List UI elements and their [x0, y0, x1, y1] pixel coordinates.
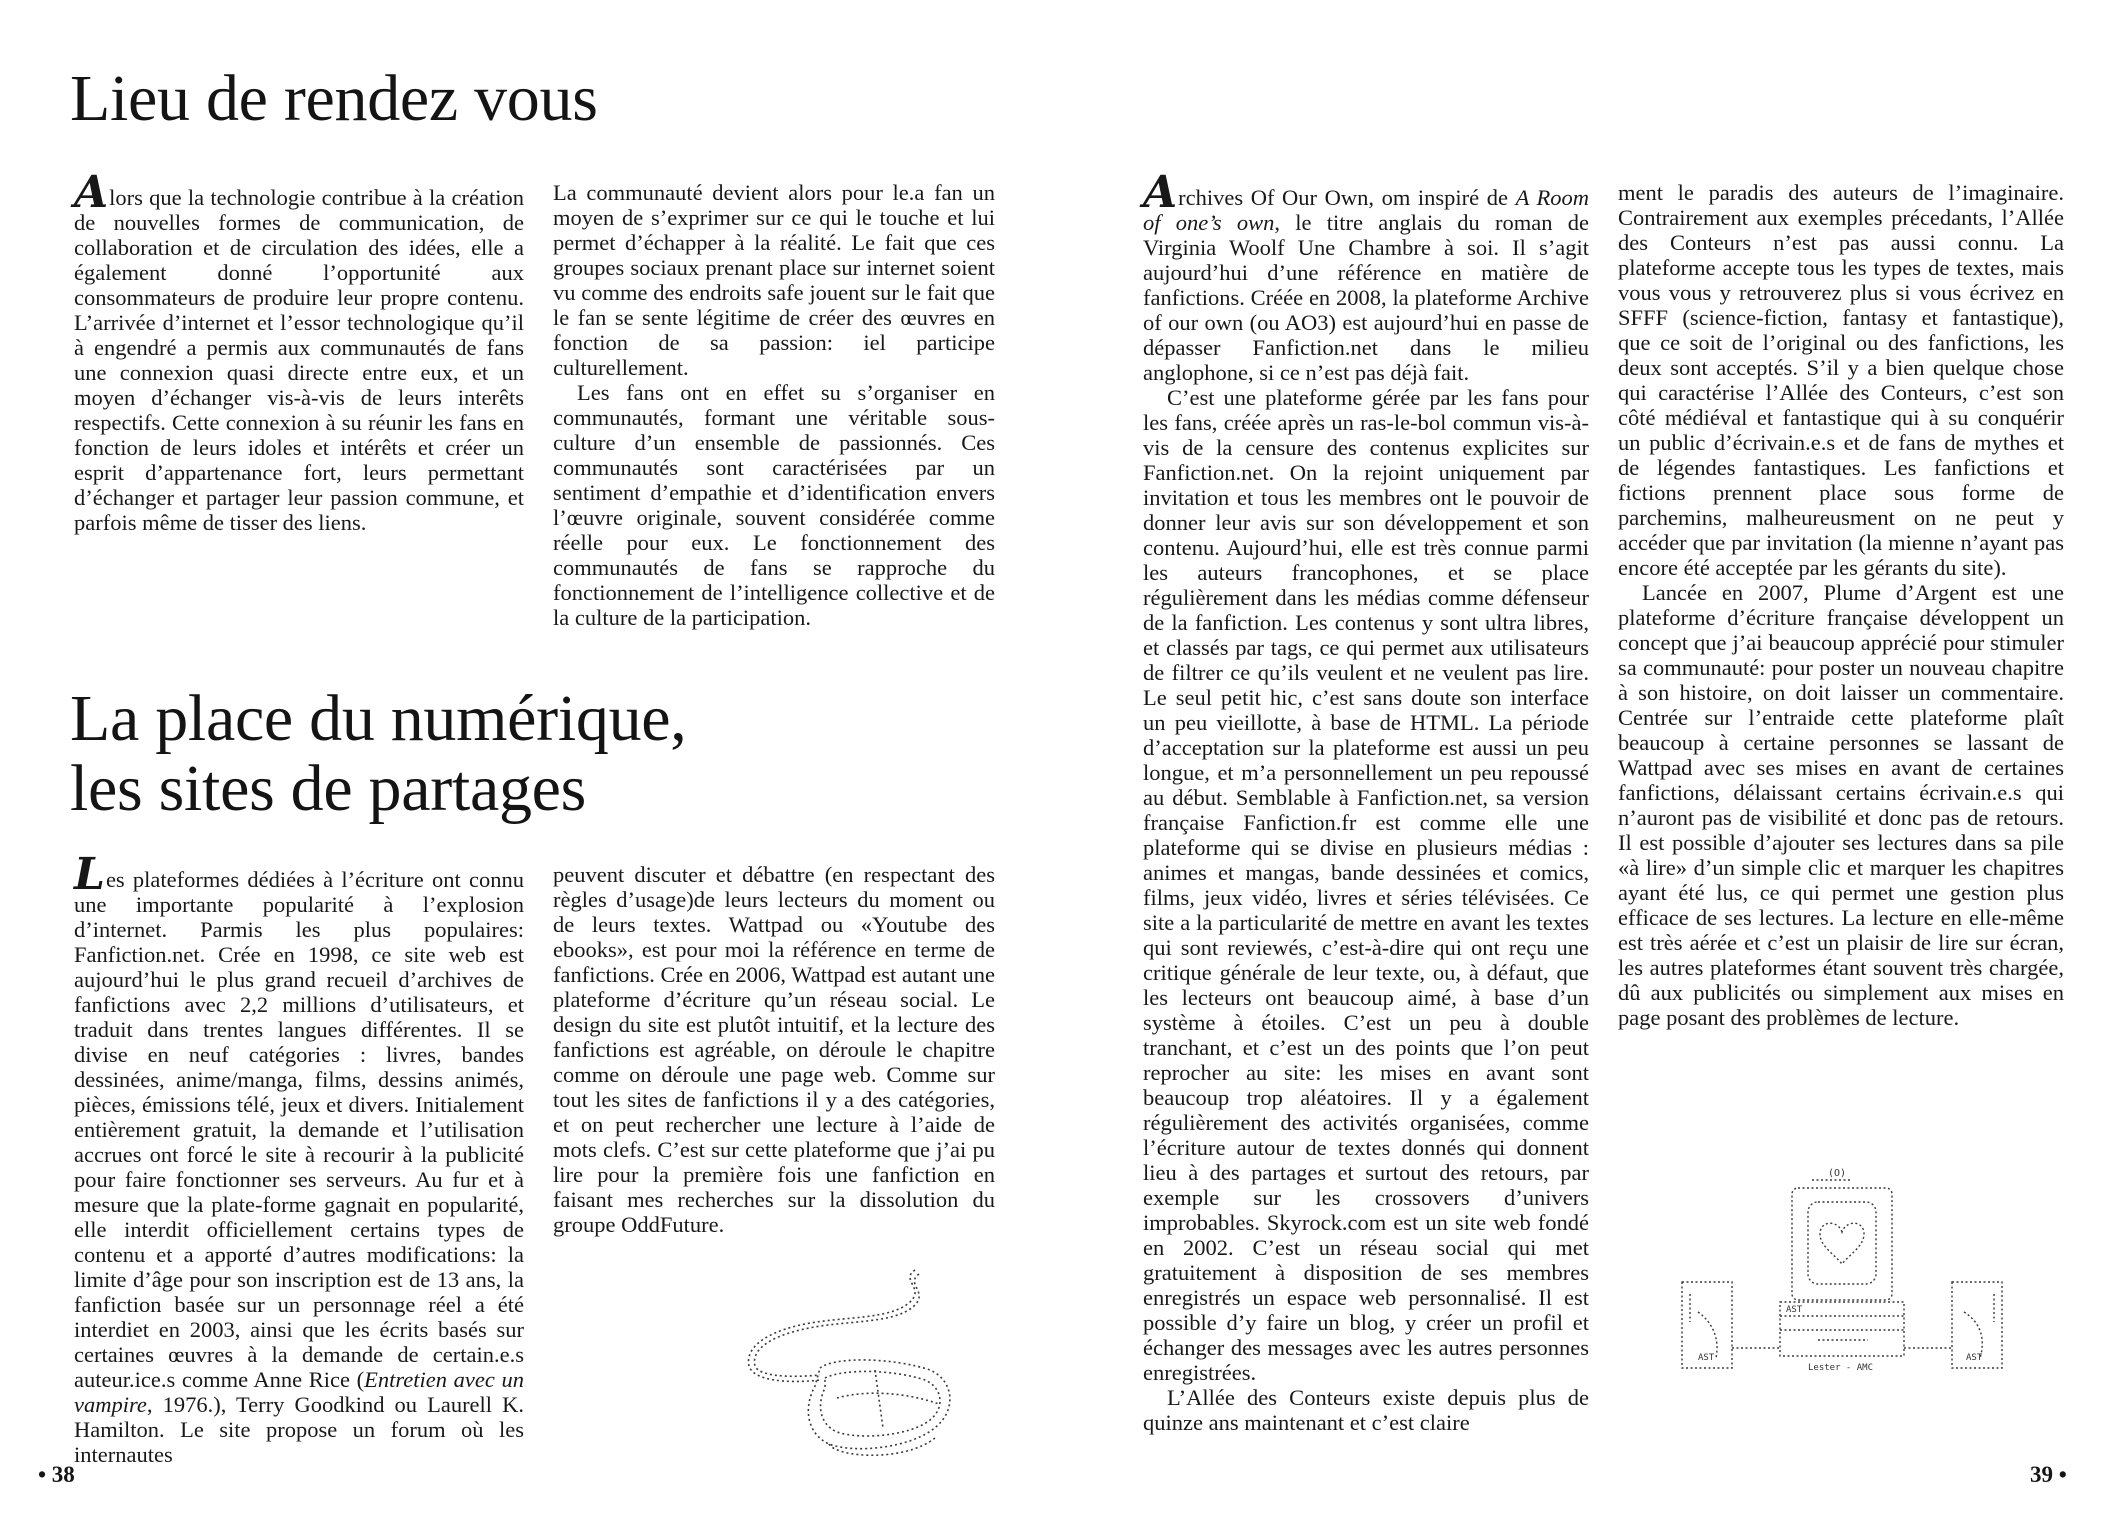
section1-column-1 [74, 167, 524, 535]
ast-label-right: AST [1966, 1353, 1983, 1363]
section2-column-2 [553, 862, 995, 1237]
book-title-italic: Entretien avec un vampire [74, 1367, 524, 1417]
right-col1-text-b: , le titre anglais du roman de Virginia Woolf Une Chambre à soi. Il s’agit aujourd’hui d’une référence en matière de fanfictions. Créée en 2008, la plateforme Archive of our own (ou AO3) est aujourd’hui en passe de dépasser Fanfiction.net dans le milieu anglophone, si ce n’est pas déjà fait. [1143, 210, 1590, 385]
page-number-right: 39 • [2030, 1462, 2067, 1487]
right-col1-paragraph-2: C’est une plateforme gérée par les fans pour les fans, créée après un ras-le-bol commun vis-à-vis de la censure des contenus explicites sur Fanfiction.net. On la rejoint uniquement par invitation et tous les membres ont le pouvoir de donner leur avis sur son développement et son contenu. Aujourd’hui, elle est très connue parmi les auteurs francophones, et se place régulièrement dans les médias comme défenseur de la fanfiction. Les contenus y sont ultra libres, et classés par tags, ce qui permet aux utilisateurs de filtrer ce qu’ils veulent et ne veulent pas lire. Le seul petit hic, c’est sans doute son interface un peu vieillotte, à base de HTML. La période d’acceptation sur la plateforme est aussi un peu longue, et m’a personnellement un peu repoussé au début. Semblable à Fanfiction.net, sa version française Fanfiction.fr est comme elle une plateforme qui se divise en plusieurs médias : animes et mangas, bande dessinées et comics, films, jeux vidéo, livres et séries télévisées. Ce site a la particularité de mettre en avant les textes qui sont reviewés, c’est-à-dire qui ont reçu une critique générale de leur texte, ou, à défaut, que les lecteurs ont beaucoup aimé, à base d’un système à étoiles. C’est un peu à double tranchant, et c’est un des points que l’on peut reprocher au site: les mises en avant sont beaucoup trop aléatoires. Il y a également régulièrement des activités organisées, comme l’écriture autour de textes donnés qui donnent lieu à des partages et surtout des retours, par exemple sur les crossovers d’univers improbables. Skyrock.com est un site web fondé en 2002. C’est un réseau social qui met gratuitement à disposition de ses membres enregistrés un espace web personnalisé. Il est possible d’y faire un blog, y créer un profil et échanger des messages avec les autres personnes enregistrées. [1143, 385, 1589, 1385]
right-column-2 [1618, 180, 2064, 1030]
right-col2-paragraph-2: Lancée en 2007, Plume d’Argent est une plateforme d’écriture française développent un concept que j’ai beaucoup apprécié pour stimuler sa communauté: pour poster un nouveau chapitre à son histoire, on doit laisser un commentaire. Centrée sur l’entraide cette plateforme plaît beaucoup à certaine personnes se lassant de Wattpad avec ses mises en avant de certaines fanfictions, délaissant certains écrivain.e.s qui n’auront pas de visibilité et donc pas de retours. Il est possible d’ajouter ses lectures dans sa pile «à lire» d’un simple clic et marquer les chapitres ayant été lus, ce qui permet une gestion plus efficace de ses lectures. La lecture en elle-même est très aérée et c’est un plaisir de lire sur écran, les autres plateformes étant souvent très chargée, dû aux publicités ou simplement aux mises en page posant des problèmes de lecture. [1618, 580, 2064, 1030]
section2-col1-text-b: , 1976.), Terry Goodkind ou Laurell K. Hamilton. Le site propose un forum où les internautes [74, 1392, 524, 1467]
heading2-line1: La place du numérique, [70, 682, 687, 755]
right-col2-paragraph-1: ment le paradis des auteurs de l’imaginaire. Contrairement aux exemples précedants, l’Allée des Conteurs n’est pas aussi connu. La plateforme accepte tous les types de textes, mais vous vous y retrouverez plus si vous écrivez en SFFF (science-fiction, fantasy et fantastique), que ce soit de l’original ou des fanfictions, les deux sont acceptés. S’il y a bien quelque chose qui caractérise l’Allée des Conteurs, c’est son côté médiéval et fantastique qui à su conquérir un public d’écrivain.e.s et de fans de mythes et de légendes fantastiques. Les fanfictions et fictions prennent place sous forme de parchemins, malheureusment on ne peut y accéder que par invitation (la mienne n’ayant pas encore été acceptée par les gérants du site). [1618, 180, 2064, 580]
ascii-mouse-illustration [725, 1258, 995, 1478]
drop-cap-l: L [74, 849, 105, 900]
page-number-left: • 38 [38, 1462, 75, 1487]
section2-col2-paragraph: peuvent discuter et débattre (en respectant des règles d’usage)de leurs lecteurs du moment ou de leurs textes. Wattpad ou «Youtube des ebooks», est pour moi la référence en terme de fanfictions. Crée en 2006, Wattpad est autant une plateforme d’écriture qu’un réseau social. Le design du site est plutôt intuitif, et la lecture des fanfictions est agréable, on déroule le chapitre comme on déroule une page web. Comme sur tout les sites de fanfictions il y a des catégories, et on peut rechercher une lecture à l’aide de mots clefs. C’est sur cette plateforme que j’ai pu lire pour la première fois une fanfiction en faisant mes recherches sur la dissolution du groupe OddFuture. [553, 862, 996, 1237]
heading-place-du-numerique [70, 684, 686, 824]
right-col1-paragraph-1 [1143, 167, 1590, 385]
ast-label-left: AST [1698, 1353, 1715, 1363]
drop-cap-a: A [74, 167, 109, 218]
section1-column-2 [553, 180, 995, 630]
section1-col1-paragraph [74, 167, 524, 535]
section1-col1-text: lors que la technologie contribue à la création de nouvelles formes de communication, de collaboration et de circulation des idées, elle a également donné l’opportunité aux consommateurs de produire leur propre contenu. L’arrivée d’internet et l’essor technologique qu’il à engendré a permis aux communautés de fans une connexion quasi directe entre eux, et un moyen d’échanger vis-à-vis de leurs interêts respectifs. Cette connexion à su réunir les fans en fonction de leurs idoles et intérêts et créer un esprit d’appartenance fort, leurs permettant d’échanger et partager leur passion commune, et parfois même de tisser des liens. [74, 185, 524, 535]
section2-col1-paragraph [74, 849, 524, 1467]
right-column-1 [1143, 167, 1590, 1435]
power-label: (O) [1828, 1168, 1847, 1179]
section2-column-1 [74, 849, 524, 1467]
heading-lieu-de-rendez-vous: Lieu de rendez vous [70, 62, 598, 135]
right-col1-text-a: rchives Of Our Own, om inspiré de [1178, 185, 1516, 210]
ast-label-box: AST [1786, 1305, 1803, 1315]
room-title-italic: A Room of one’s own [1143, 185, 1589, 235]
right-col1-paragraph-3: L’Allée des Conteurs existe depuis plus de quinze ans maintenant et c’est claire [1143, 1385, 1589, 1435]
ascii-computer-illustration [1668, 1162, 2018, 1384]
illustration-credit: Lester - AMC [1808, 1363, 1874, 1373]
section2-col1-text-a: es plateformes dédiées à l’écriture ont connu une importante popularité à l’explosion d’internet. Parmis les plus populaires: Fanfiction.net. Crée en 1998, ce site web est aujourd’hui le plus grand recueil d’archives de fanfictions avec 2,2 millions d’utilisateurs, et traduit dans trentes langues différentes. Il se divise en neuf catégories : livres, bandes dessinées, anime/manga, films, dessins animés, pièces, émissions télé, jeux et divers. Initialement entièrement gratuit, la demande et l’utilisation accrues ont forcé le site à recourir à la publicité pour faire fonctionner ses serveurs. Au fur et à mesure que la plate-forme gagnait en popularité, elle interdit officiellement certains types de contenu et a apporté d’autres modifications: la limite d’âge pour son inscription est de 13 ans, la fanfiction basée sur un personnage réel a été interdiet en 2003, ainsi que les écrits basés sur certaines œuvres à la demande de certain.e.s auteur.ice.s comme Anne Rice ( [74, 867, 524, 1392]
drop-cap-a-right: A [1143, 167, 1178, 218]
section1-col2-paragraph-2: Les fans ont en effet su s’organiser en communautés, formant une véritable sous-culture d’un ensemble de passionnés. Ces communautés sont caractérisées par un sentiment d’empathie et d’identification envers l’œuvre originale, souvent considérée comme réelle pour eux. Le fonctionnement des communautés de fans se rapproche du fonctionnement de l’intelligence collective et de la culture de la participation. [553, 380, 995, 630]
heading2-line2: les sites de partages [70, 752, 587, 825]
section1-col2-paragraph-1: La communauté devient alors pour le.a fan un moyen de s’exprimer sur ce qui le touche et lui permet d’échapper à la réalité. Le fait que ces groupes sociaux prenant place sur internet soient vu comme des endroits safe jouent sur le fait que le fan se sente légitime de créer des œuvres en fonction de sa passion: iel participe culturellement. [553, 180, 995, 380]
